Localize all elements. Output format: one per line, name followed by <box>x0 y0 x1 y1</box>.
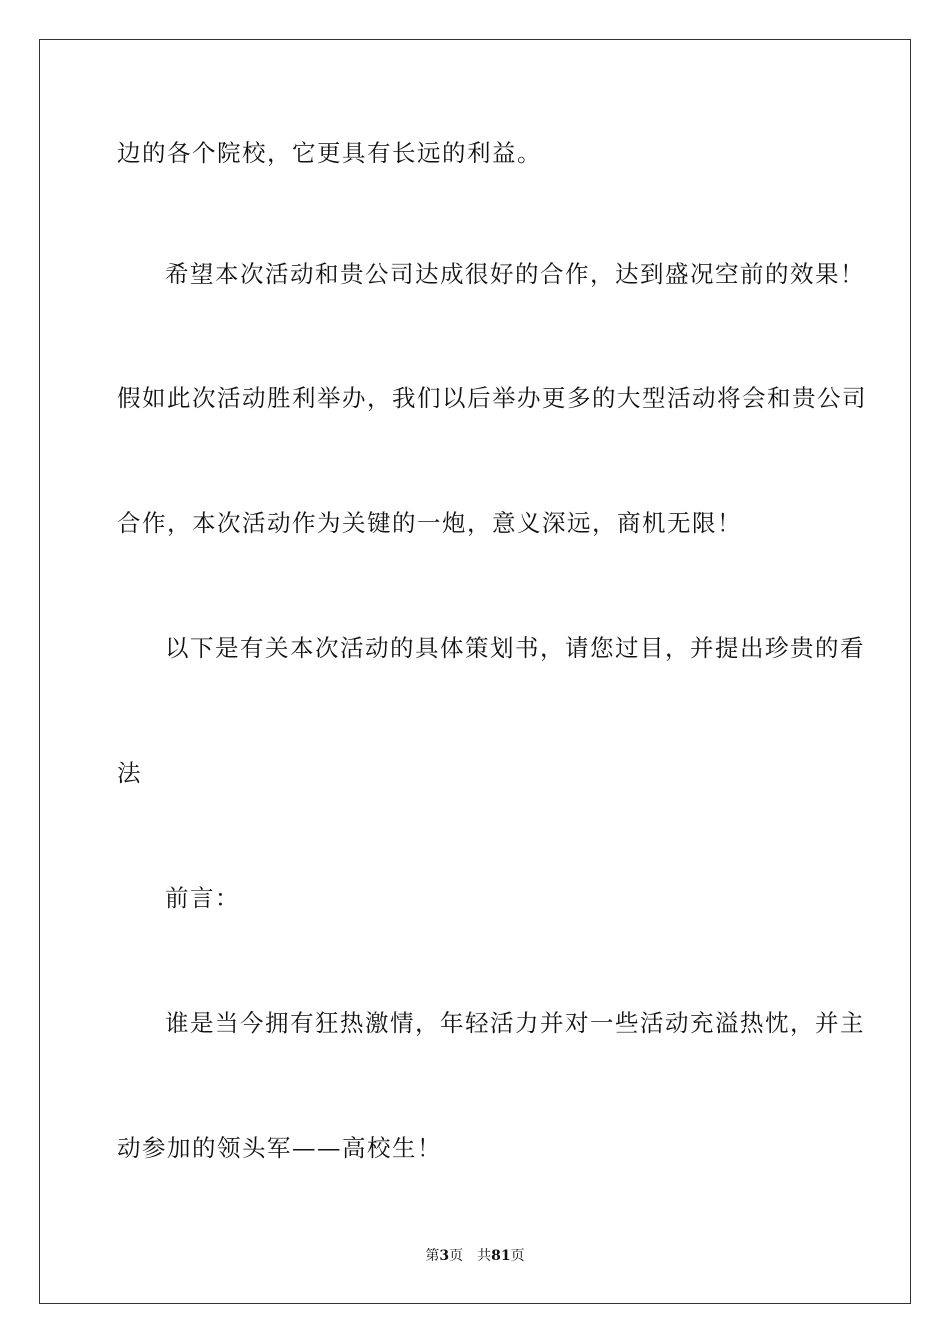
page-border <box>39 39 911 1304</box>
text-line-3: 假如此次活动胜利举办，我们以后举办更多的大型活动将会和贵公司 <box>117 384 867 412</box>
text-line-9: 动参加的领头军——高校生！ <box>117 1134 442 1162</box>
footer-total-pages: 81 <box>491 1248 511 1264</box>
text-line-7: 前言： <box>165 884 240 912</box>
text-line-4: 合作，本次活动作为关键的一炮，意义深远，商机无限！ <box>117 509 742 537</box>
text-line-6: 法 <box>117 759 142 787</box>
footer-page-number: 3 <box>439 1248 450 1264</box>
footer-total-suffix: 页 <box>510 1248 525 1264</box>
text-line-1: 边的各个院校，它更具有长远的利益。 <box>117 139 542 167</box>
page-footer <box>0 1247 950 1265</box>
text-line-5: 以下是有关本次活动的具体策划书，请您过目，并提出珍贵的看 <box>165 634 865 662</box>
text-line-2: 希望本次活动和贵公司达成很好的合作，达到盛况空前的效果！ <box>165 260 865 288</box>
footer-page-prefix: 第 <box>425 1248 440 1264</box>
footer-page-suffix: 页 <box>449 1248 464 1264</box>
footer-total-prefix: 共 <box>477 1248 492 1264</box>
text-line-8: 谁是当今拥有狂热激情，年轻活力并对一些活动充溢热忱，并主 <box>165 1009 865 1037</box>
